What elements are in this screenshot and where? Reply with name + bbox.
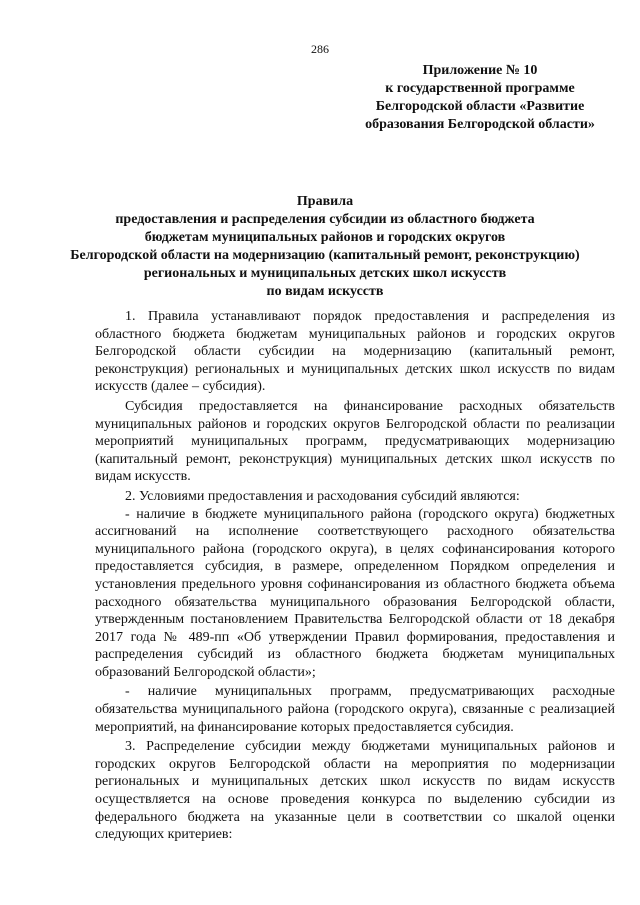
page-number: 286 bbox=[311, 42, 329, 56]
appendix-header bbox=[350, 62, 610, 134]
document-body bbox=[95, 308, 615, 844]
title-line: Белгородской области на модернизацию (капитальный ремонт, реконструкцию) bbox=[70, 248, 580, 263]
appendix-line: Белгородской области «Развитие bbox=[375, 99, 585, 114]
document-title bbox=[40, 193, 610, 301]
paragraph-condition-programs: - наличие муниципальных программ, предусматривающих расходные обязательства муниципального района (городского округа), связанные с реализацией мероприятий, на финансирование которых предоставляется субсидия. bbox=[95, 684, 615, 735]
appendix-line: к государственной программе bbox=[385, 81, 575, 96]
paragraph-condition-budget: - наличие в бюджете муниципального района (городского округа) бюджетных ассигнований на исполнение соответствующего расходного обязательства муниципального района (городского округа), в целях софинансирования которого предоставляется субсидия, в размере, определенном Порядком определения и установления предельного уровня софинансирования из областного бюджета объема расходного обязательства муниципального образования Белгородской области, утвержденным постановлением Правительства Белгородской области от 18 декабря 2017 года № 489-пп «Об утверждении Правил формирования, предоставления и распределения субсидий из областного бюджета бюджетам муниципальных образований Белгородской области»; bbox=[95, 506, 615, 680]
title-line: Правила bbox=[296, 194, 354, 209]
paragraph-subsidy-purpose: Субсидия предоставляется на финансирование расходных обязательств муниципальных районов и городских округов Белгородской области по реализации мероприятий муниципальных программ, предусматривающих модернизацию (капитальный ремонт, реконструкция) муниципальных детских школ искусств по видам искусств. bbox=[95, 398, 615, 485]
title-line: по видам искусств bbox=[266, 284, 384, 299]
paragraph-distribution: 3. Распределение субсидии между бюджетами муниципальных районов и городских округов Белгородской области на мероприятия по модернизации региональных и муниципальных детских школ искусств по видам искусств осуществляется на основе проведения конкурса по выделению субсидии из федерального бюджета на указанные цели в соответствии со шкалой оценки следующих критериев: bbox=[95, 739, 615, 843]
paragraph-rules-purpose: 1. Правила устанавливают порядок предоставления и распределения из областного бюджета бюджетам муниципальных районов и городских округов Белгородской области субсидии на модернизацию (капитальный ремонт, реконструкция) региональных и муниципальных детских школ искусств по видам искусств (далее – субсидия). bbox=[95, 309, 615, 395]
appendix-line: Приложение № 10 bbox=[422, 63, 538, 78]
title-line: региональных и муниципальных детских школ искусств bbox=[143, 266, 507, 281]
title-line: предоставления и распределения субсидии из областного бюджета bbox=[115, 212, 535, 227]
appendix-line: образования Белгородской области» bbox=[365, 117, 595, 132]
paragraph-conditions-heading: 2. Условиями предоставления и расходования субсидий являются: bbox=[125, 488, 520, 504]
title-line: бюджетам муниципальных районов и городских округов bbox=[144, 230, 506, 245]
